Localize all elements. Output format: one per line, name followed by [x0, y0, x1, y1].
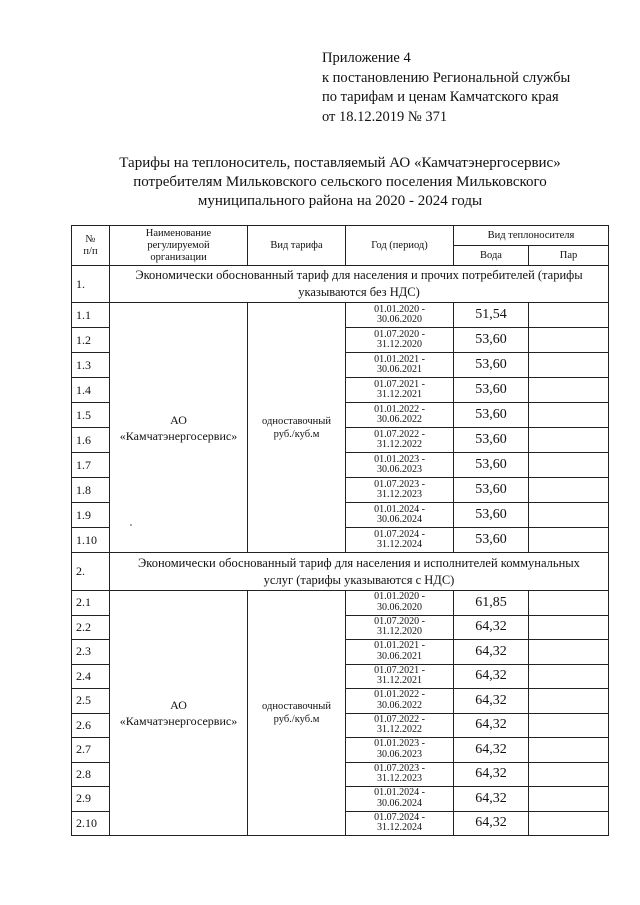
organization-name	[110, 303, 248, 553]
steam-value	[529, 811, 609, 836]
header-org-line-3: организации	[150, 251, 207, 263]
row-number: 2.6	[72, 713, 110, 738]
steam-value	[529, 503, 609, 528]
water-value: 53,60	[454, 453, 529, 478]
period-cell	[346, 738, 454, 763]
water-value: 53,60	[454, 353, 529, 378]
steam-value	[529, 303, 609, 328]
header-heat-carrier: Вид теплоносителя	[454, 226, 609, 246]
period-cell	[346, 303, 454, 328]
period-cell	[346, 713, 454, 738]
row-number: 1.8	[72, 478, 110, 503]
steam-value	[529, 591, 609, 616]
period-cell	[346, 378, 454, 403]
period-cell	[346, 528, 454, 553]
steam-value	[529, 738, 609, 763]
row-number: 2.1	[72, 591, 110, 616]
steam-value	[529, 453, 609, 478]
period-start: 01.01.2022 -	[374, 403, 425, 415]
section-title	[110, 553, 609, 591]
organization-line-1: АО	[170, 698, 187, 712]
period-start: 01.01.2020 -	[374, 303, 425, 315]
appendix-line-3: по тарифам и ценам Камчатского края	[322, 89, 559, 105]
water-value: 53,60	[454, 328, 529, 353]
title-line-3: муниципального района на 2020 - 2024 годы	[197, 193, 483, 209]
section-title-line-2: указываются без НДС)	[298, 285, 420, 299]
header-num-line-1: №	[85, 233, 96, 245]
period-cell	[346, 453, 454, 478]
period-cell	[346, 328, 454, 353]
document-title	[70, 154, 610, 211]
period-cell	[346, 664, 454, 689]
period-end: 31.12.2024	[377, 539, 422, 550]
water-value: 53,60	[454, 503, 529, 528]
water-value: 53,60	[454, 528, 529, 553]
header-organization	[110, 226, 248, 266]
tariff-type	[248, 303, 346, 553]
tariff-type-line-1: одноставочный	[262, 415, 331, 427]
row-number: 1.5	[72, 403, 110, 428]
appendix-line-2: к постановлению Региональной службы	[322, 69, 571, 86]
period-start: 01.01.2023 -	[374, 453, 425, 465]
water-value: 64,32	[454, 738, 529, 763]
header-num	[72, 226, 110, 266]
header-org-line-1: Наименование	[145, 227, 212, 239]
period-start: 01.01.2020 -	[374, 591, 425, 603]
period-cell	[346, 640, 454, 665]
tariff-table	[71, 225, 609, 836]
tariff-type-line-2: руб./куб.м	[273, 714, 320, 725]
period-end: 31.12.2023	[377, 773, 422, 785]
steam-value	[529, 762, 609, 787]
period-start: 01.07.2024 -	[374, 528, 425, 540]
period-end: 30.06.2020	[377, 314, 422, 325]
steam-value	[529, 713, 609, 738]
period-end: 30.06.2024	[377, 514, 422, 525]
period-start: 01.07.2020 -	[374, 328, 425, 340]
period-end: 30.06.2022	[377, 414, 422, 425]
steam-value	[529, 615, 609, 640]
row-number: 1.10	[72, 528, 110, 553]
steam-value	[529, 528, 609, 553]
row-number: 2.7	[72, 738, 110, 763]
period-cell	[346, 591, 454, 616]
period-end: 31.12.2021	[377, 389, 422, 400]
water-value: 61,85	[454, 591, 529, 616]
row-number: 1.9	[72, 503, 110, 528]
water-value: 64,32	[454, 787, 529, 812]
period-cell	[346, 403, 454, 428]
appendix-block	[322, 49, 570, 127]
steam-value	[529, 353, 609, 378]
period-start: 01.01.2024 -	[374, 503, 425, 515]
water-value: 51,54	[454, 303, 529, 328]
water-value: 64,32	[454, 689, 529, 714]
period-start: 01.07.2024 -	[374, 811, 425, 823]
row-number: 1.7	[72, 453, 110, 478]
period-start: 01.07.2023 -	[374, 762, 425, 774]
period-start: 01.07.2021 -	[374, 378, 425, 390]
period-end: 31.12.2023	[377, 489, 422, 500]
row-number: 2.8	[72, 762, 110, 787]
period-end: 31.12.2024	[377, 822, 422, 834]
section-title-line-1: Экономически обоснованный тариф для населения и исполнителей коммунальных	[138, 555, 580, 570]
row-number: 2.9	[72, 787, 110, 812]
section-1	[72, 266, 609, 553]
table-row	[72, 303, 609, 328]
table-row	[72, 591, 609, 616]
steam-value	[529, 378, 609, 403]
row-number: 1.1	[72, 303, 110, 328]
row-number: 2.2	[72, 615, 110, 640]
row-number: 2.10	[72, 811, 110, 836]
period-end: 30.06.2021	[377, 364, 422, 375]
steam-value	[529, 787, 609, 812]
section-number: 2.	[72, 553, 110, 591]
tariff-type-line-2: руб./куб.м	[273, 428, 320, 440]
period-start: 01.01.2022 -	[374, 689, 425, 701]
header-num-line-2: п/п	[83, 245, 98, 257]
period-start: 01.07.2022 -	[374, 713, 425, 725]
water-value: 64,32	[454, 762, 529, 787]
period-cell	[346, 787, 454, 812]
period-end: 30.06.2022	[377, 699, 422, 711]
period-start: 01.07.2021 -	[374, 664, 425, 676]
steam-value	[529, 403, 609, 428]
title-line-1: Тарифы на теплоноситель, поставляемый АО «Камчатэнергосервис»	[119, 155, 561, 171]
tariff-type-line-1: одноставочный	[262, 701, 331, 712]
row-number: 1.3	[72, 353, 110, 378]
row-number: 1.6	[72, 428, 110, 453]
water-value: 64,32	[454, 811, 529, 836]
section-number: 1.	[72, 266, 110, 303]
period-end: 30.06.2023	[377, 748, 422, 760]
water-value: 64,32	[454, 664, 529, 689]
tariff-type	[248, 591, 346, 836]
period-end: 31.12.2020	[377, 626, 422, 638]
section-2	[72, 553, 609, 836]
period-end: 30.06.2021	[377, 650, 422, 662]
steam-value	[529, 664, 609, 689]
period-cell	[346, 503, 454, 528]
period-cell	[346, 762, 454, 787]
row-number: 1.2	[72, 328, 110, 353]
section-title-line-1: Экономически обоснованный тариф для населения и прочих потребителей (тарифы	[135, 268, 583, 282]
period-end: 31.12.2022	[377, 439, 422, 450]
organization-line-1: АО	[170, 412, 187, 427]
water-value: 64,32	[454, 615, 529, 640]
period-cell	[346, 353, 454, 378]
header-water: Вода	[454, 246, 529, 266]
row-number: 2.4	[72, 664, 110, 689]
period-end: 30.06.2024	[377, 797, 422, 809]
steam-value	[529, 428, 609, 453]
water-value: 64,32	[454, 640, 529, 665]
period-start: 01.07.2023 -	[374, 478, 425, 490]
header-tariff-type: Вид тарифа	[248, 226, 346, 266]
period-cell	[346, 428, 454, 453]
title-line-2: потребителям Мильковского сельского поселения Мильковского	[133, 174, 547, 190]
steam-value	[529, 478, 609, 503]
period-cell	[346, 811, 454, 836]
water-value: 64,32	[454, 713, 529, 738]
water-value: 53,60	[454, 378, 529, 403]
row-number: 2.3	[72, 640, 110, 665]
period-start: 01.01.2021 -	[374, 640, 425, 652]
section-title-line-2: услуг (тарифы указываются с НДС)	[263, 572, 455, 587]
water-value: 53,60	[454, 428, 529, 453]
header-org-line-2: регулируемой	[147, 239, 210, 251]
water-value: 53,60	[454, 403, 529, 428]
steam-value	[529, 640, 609, 665]
period-end: 30.06.2023	[377, 464, 422, 475]
organization-line-2: «Камчатэнергосервис»	[119, 714, 238, 728]
period-start: 01.01.2021 -	[374, 353, 425, 365]
organization-name	[110, 591, 248, 836]
period-start: 01.07.2022 -	[374, 428, 425, 440]
appendix-line-1: Приложение 4	[322, 50, 411, 66]
header-period: Год (период)	[346, 226, 454, 266]
scan-speck	[130, 524, 132, 526]
period-end: 31.12.2021	[377, 675, 422, 687]
row-number: 1.4	[72, 378, 110, 403]
period-end: 31.12.2020	[377, 339, 422, 350]
period-start: 01.01.2024 -	[374, 787, 425, 799]
steam-value	[529, 689, 609, 714]
steam-value	[529, 328, 609, 353]
period-start: 01.07.2020 -	[374, 615, 425, 627]
period-end: 31.12.2022	[377, 724, 422, 736]
period-start: 01.01.2023 -	[374, 738, 425, 750]
period-cell	[346, 689, 454, 714]
row-number: 2.5	[72, 689, 110, 714]
period-cell	[346, 478, 454, 503]
period-end: 30.06.2020	[377, 601, 422, 613]
period-cell	[346, 615, 454, 640]
section-title	[110, 266, 609, 303]
organization-line-2: «Камчатэнергосервис»	[119, 428, 238, 443]
header-steam: Пар	[529, 246, 609, 266]
water-value: 53,60	[454, 478, 529, 503]
appendix-line-4: от 18.12.2019 № 371	[322, 108, 448, 125]
